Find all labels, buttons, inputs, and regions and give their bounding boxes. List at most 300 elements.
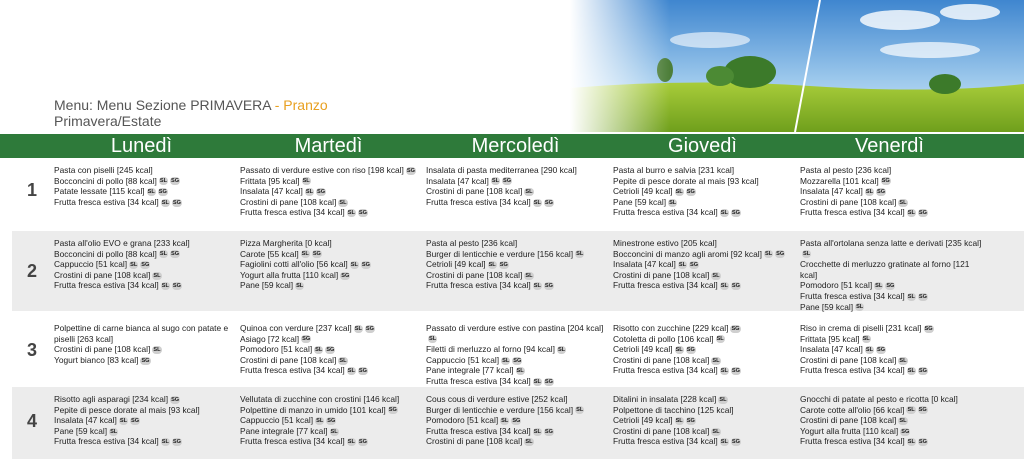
dish-item [426,259,608,270]
dish-item [613,365,795,376]
season-label: Primavera/Estate [54,113,162,129]
lactose-free-badge: SL [330,428,338,435]
dish-label: Frutta fresca estiva [34 kcal] [800,365,905,376]
dish-item [240,355,422,366]
gluten-free-badge: SG [141,261,150,268]
lactose-free-badge: SL [501,417,509,424]
dish-item [54,176,236,187]
lactose-free-badge: SL [862,336,870,343]
lactose-free-badge: SL [350,261,358,268]
dish-item [426,323,608,344]
gluten-free-badge: SG [686,417,695,424]
dish-item [54,165,236,176]
lactose-free-badge: SL [347,210,355,217]
dish-label: Pizza Margherita [0 kcal] [240,238,332,248]
gluten-free-badge: SG [172,283,181,290]
dish-label: Crostini di pane [108 kcal] [613,269,710,280]
lactose-free-badge: SL [719,396,727,403]
dish-item [800,334,982,345]
lactose-free-badge: SL [678,261,687,268]
dish-label: Frutta fresca estiva [34 kcal] [800,436,905,447]
day-menu-tuesday [240,238,422,291]
dish-label: Yogurt alla frutta [110 kcal] [800,425,899,436]
lactose-free-badge: SL [907,293,915,300]
dish-item [240,186,422,197]
dish-item [426,249,608,260]
day-menu-thursday [613,165,795,218]
dish-item [800,259,982,280]
gluten-free-badge: SG [326,346,335,353]
dish-item [426,165,608,176]
lactose-free-badge: SL [339,357,347,364]
lactose-free-badge: SL [525,439,533,446]
gluten-free-badge: SG [327,417,336,424]
lactose-free-badge: SL [525,188,533,195]
gluten-free-badge: SG [731,210,740,217]
gluten-free-badge: SG [172,439,181,446]
dish-label: Frutta fresca estiva [34 kcal] [54,436,159,447]
dish-item [54,355,236,366]
dish-item [426,436,608,447]
dish-item [800,426,982,437]
lactose-free-badge: SL [316,417,324,424]
dish-item [240,249,422,260]
dish-item [613,176,795,187]
day-menu-friday [800,394,982,447]
dish-label: Pasta con piselli [245 kcal] [54,165,153,175]
gluten-free-badge: SG [388,407,397,414]
dish-label: Insalata [47 kcal] [426,175,489,186]
gluten-free-badge: SG [686,188,695,195]
dish-label: Minestrone estivo [205 kcal] [613,238,717,248]
dish-label: Insalata [47 kcal] [613,259,676,270]
dish-label: Bocconcini di manzo agli aromi [92 kcal] [613,248,762,259]
dish-label: Frittata [95 kcal] [240,175,300,186]
dish-item [426,405,608,416]
dish-item [54,323,236,344]
lactose-free-badge: SL [130,261,138,268]
lactose-free-badge: SL [803,251,811,258]
lactose-free-badge: SL [675,188,683,195]
meal-label: Pranzo [283,97,328,113]
lactose-free-badge: SL [865,346,874,353]
dish-label: Pasta al pesto [236 kcal] [426,238,518,248]
dish-label: Risotto agli asparagi [234 kcal] [54,394,169,404]
lactose-free-badge: SL [675,346,683,353]
dish-label: Frutta fresca estiva [34 kcal] [800,207,905,218]
dish-item [613,415,795,426]
week-number-spacer [0,134,48,158]
dish-item [54,197,236,208]
day-header-friday: Venerdì [855,135,924,157]
dish-label: Cous cous di verdure estive [252 kcal] [426,394,568,404]
lactose-free-badge: SL [153,272,161,279]
lactose-free-badge: SL [712,272,720,279]
dish-item [800,176,982,187]
day-header-thursday: Giovedì [668,135,737,157]
lactose-free-badge: SL [110,428,118,435]
dish-item [426,197,608,208]
dish-label: Vellutata di zucchine con crostini [146 kcal] [240,394,400,404]
gluten-free-badge: SG [513,357,522,364]
lactose-free-badge: SL [875,283,883,290]
gluten-free-badge: SG [131,417,140,424]
lactose-free-badge: SL [533,199,541,206]
day-menu-thursday [613,394,795,447]
dish-label: Frutta fresca estiva [34 kcal] [54,280,159,291]
day-menu-monday [54,238,236,291]
gluten-free-badge: SG [731,368,740,375]
lactose-free-badge: SL [720,210,728,217]
dish-label: Pepite di pesce dorate al mais [93 kcal] [613,175,759,186]
gluten-free-badge: SG [918,293,927,300]
lactose-free-badge: SL [576,251,584,258]
gluten-free-badge: SG [690,261,699,268]
dish-item [54,415,236,426]
dish-item [613,355,795,366]
dish-label: Fagiolini cotti all'olio [56 kcal] [240,259,348,270]
day-menu-wednesday [426,394,608,447]
dish-item [800,365,982,376]
dish-item [613,165,795,176]
gluten-free-badge: SG [158,188,167,195]
page-header [0,0,1024,132]
gluten-free-badge: SG [544,378,553,385]
dish-label: Cetrioli [49 kcal] [426,259,486,270]
lactose-free-badge: SL [720,368,728,375]
dish-label: Crostini di pane [108 kcal] [613,354,710,365]
dish-label: Frutta fresca estiva [34 kcal] [426,280,531,291]
day-header-tuesday: Martedì [294,135,363,157]
dish-label: Cappuccio [51 kcal] [240,415,314,426]
dish-label: Yogurt alla frutta [110 kcal] [240,269,339,280]
dish-item [800,165,982,176]
dish-label: Crostini di pane [108 kcal] [426,269,523,280]
dish-label: Yogurt bianco [83 kcal] [54,354,139,365]
dish-item [54,394,236,405]
dish-item [240,165,422,176]
day-header-monday: Lunedì [110,135,173,157]
dish-item [426,365,608,376]
dish-label: Polpettone di tacchino [125 kcal] [613,404,734,415]
dish-label: Mozzarella [101 kcal] [800,175,879,186]
dish-label: Crostini di pane [108 kcal] [613,425,710,436]
dish-label: Carote cotte all'olio [66 kcal] [800,404,905,415]
lactose-free-badge: SL [533,428,541,435]
dish-label: Frutta fresca estiva [34 kcal] [240,365,345,376]
gluten-free-badge: SG [918,407,927,414]
dish-item [800,344,982,355]
dish-label: Pomodoro [51 kcal] [426,415,499,426]
lactose-free-badge: SL [675,417,683,424]
day-menu-monday [54,323,236,365]
dish-label: Crostini di pane [108 kcal] [800,196,897,207]
dish-item [240,270,422,281]
dish-item [54,249,236,260]
dish-label: Frutta fresca estiva [34 kcal] [240,207,345,218]
dish-item [240,405,422,416]
dish-label: Cotoletta di pollo [106 kcal] [613,333,714,344]
dish-label: Cetrioli [49 kcal] [613,415,673,426]
dish-label: Quinoa con verdure [237 kcal] [240,323,352,333]
lactose-free-badge: SL [153,346,161,353]
dish-item [54,405,236,416]
lactose-free-badge: SL [301,251,309,258]
week-row [12,387,1024,459]
dish-item [240,176,422,187]
lactose-free-badge: SL [533,378,541,385]
dish-label: Cappuccio [51 kcal] [54,259,128,270]
lactose-free-badge: SL [907,210,915,217]
dish-label: Asiago [72 kcal] [240,333,300,344]
dish-item [613,405,795,416]
dish-label: Pane [59 kcal] [613,196,667,207]
dish-label: Pane [59 kcal] [54,425,108,436]
dish-label: Frutta fresca estiva [34 kcal] [240,436,345,447]
lactose-free-badge: SL [347,368,355,375]
lactose-free-badge: SL [720,283,728,290]
dish-item [426,238,608,249]
lactose-free-badge: SL [296,283,304,290]
lactose-free-badge: SL [712,428,720,435]
day-menu-monday [54,394,236,447]
dish-item [240,436,422,447]
dish-item [54,259,236,270]
gluten-free-badge: SG [776,251,785,258]
dish-label: Frutta fresca estiva [34 kcal] [426,196,531,207]
dish-label: Riso in crema di piselli [231 kcal] [800,323,922,333]
week-number: 2 [26,261,37,281]
dish-item [613,259,795,270]
day-menu-friday [800,323,982,376]
dish-item [426,280,608,291]
dish-item [426,376,608,387]
dish-label: Passato di verdure estive con riso [198 kcal] [240,165,404,175]
gluten-free-badge: SG [312,251,321,258]
lactose-free-badge: SL [339,199,347,206]
day-menu-friday [800,165,982,218]
dish-item [800,186,982,197]
dish-item [613,426,795,437]
dish-item [800,394,982,405]
gluten-free-badge: SG [877,346,886,353]
dish-item [613,334,795,345]
gluten-free-badge: SG [317,188,326,195]
dish-item [800,207,982,218]
dish-label: Frutta fresca estiva [34 kcal] [54,196,159,207]
dish-item [240,426,422,437]
dish-item [613,238,795,249]
dish-label: Pane [59 kcal] [240,280,294,291]
week-number: 4 [26,411,37,431]
menu-title [54,97,328,113]
dish-label: Frutta fresca estiva [34 kcal] [613,207,718,218]
dish-label: Insalata [47 kcal] [240,186,303,197]
dish-item [240,238,422,249]
lactose-free-badge: SL [315,346,323,353]
dish-item [613,323,795,334]
lactose-free-badge: SL [907,368,915,375]
dish-label: Crostini di pane [108 kcal] [240,196,337,207]
gluten-free-badge: SG [358,439,367,446]
lactose-free-badge: SL [865,188,874,195]
spring-meadow-banner [570,0,1024,132]
dish-item [800,323,982,334]
dish-label: Frutta fresca estiva [34 kcal] [426,425,531,436]
lactose-free-badge: SL [491,178,500,185]
gluten-free-badge: SG [901,428,910,435]
lactose-free-badge: SL [159,251,168,258]
lactose-free-badge: SL [720,439,728,446]
gluten-free-badge: SG [881,178,890,185]
dish-label: Polpettine di manzo in umido [101 kcal] [240,404,386,415]
dish-label: Crostini di pane [108 kcal] [426,186,523,197]
dish-label: Filetti di merluzzo al forno [94 kcal] [426,344,555,355]
gluten-free-badge: SG [877,188,886,195]
week-number: 3 [26,340,37,360]
dish-label: Pane integrale [77 kcal] [426,365,514,376]
dish-label: Insalata [47 kcal] [800,186,863,197]
lactose-free-badge: SL [712,357,720,364]
dish-label: Frittata [95 kcal] [800,333,860,344]
lactose-free-badge: SL [899,199,907,206]
lactose-free-badge: SL [161,439,169,446]
dish-item [800,436,982,447]
dish-label: Insalata di pasta mediterranea [290 kcal] [426,165,577,175]
dish-label: Cappuccio [51 kcal] [426,354,500,365]
lactose-free-badge: SL [525,272,533,279]
gluten-free-badge: SG [171,251,180,258]
lactose-free-badge: SL [669,199,677,206]
gluten-free-badge: SG [499,261,508,268]
gluten-free-badge: SG [918,439,927,446]
dish-item [613,394,795,405]
dish-item [54,270,236,281]
dish-label: Insalata [47 kcal] [54,415,117,426]
dish-label: Crostini di pane [108 kcal] [240,354,337,365]
gluten-free-badge: SG [512,417,521,424]
dish-item [54,186,236,197]
dish-item [426,426,608,437]
dish-item [426,394,608,405]
dish-item [800,415,982,426]
lactose-free-badge: SL [899,357,907,364]
gluten-free-badge: SG [544,199,553,206]
gluten-free-badge: SG [503,178,512,185]
dish-item [613,436,795,447]
day-menu-thursday [613,238,795,291]
gluten-free-badge: SG [886,283,895,290]
dish-label: Carote [55 kcal] [240,248,299,259]
dish-label: Frutta fresca estiva [34 kcal] [613,436,718,447]
dish-item [240,415,422,426]
day-header-bar [0,134,1024,158]
dish-label: Crostini di pane [108 kcal] [800,354,897,365]
dish-label: Frutta fresca estiva [34 kcal] [613,365,718,376]
dish-label: Frutta fresca estiva [34 kcal] [613,280,718,291]
dish-item [800,280,982,291]
menu-title-prefix: Menu: Menu Sezione PRIMAVERA [54,97,271,113]
lactose-free-badge: SL [147,188,155,195]
lactose-free-badge: SL [576,407,584,414]
week-row [12,231,1024,311]
week-number: 1 [26,180,37,200]
dish-label: Burger di lenticchie e verdure [156 kcal] [426,248,574,259]
dish-label: Patate lessate [115 kcal] [54,186,145,197]
day-menu-tuesday [240,165,422,218]
gluten-free-badge: SG [731,439,740,446]
dish-label: Cetrioli [49 kcal] [613,186,673,197]
dish-label: Pasta al pesto [236 kcal] [800,165,892,175]
lactose-free-badge: SL [488,261,496,268]
dish-label: Gnocchi di patate al pesto e ricotta [0 kcal] [800,394,958,404]
dish-label: Burger di lenticchie e verdure [156 kcal] [426,404,574,415]
gluten-free-badge: SG [358,210,367,217]
dish-item [426,355,608,366]
gluten-free-badge: SG [361,261,370,268]
day-menu-thursday [613,323,795,376]
lactose-free-badge: SL [161,199,169,206]
lactose-free-badge: SL [716,336,724,343]
lactose-free-badge: SL [429,336,437,343]
dish-label: Crostini di pane [108 kcal] [54,269,151,280]
gluten-free-badge: SG [172,199,181,206]
gluten-free-badge: SG [686,346,695,353]
dish-item [426,344,608,355]
day-menu-friday [800,238,982,312]
dish-label: Ditalini in insalata [228 kcal] [613,394,717,404]
dish-label: Pasta all'ortolana senza latte e derivati [235 kcal] [800,238,982,248]
dish-label: Frutta fresca estiva [34 kcal] [800,290,905,301]
dish-label: Passato di verdure estive con pastina [204 kcal] [426,323,604,333]
dish-item [800,238,982,259]
lactose-free-badge: SL [502,357,510,364]
lactose-free-badge: SL [516,368,524,375]
dish-label: Bocconcini di pollo [88 kcal] [54,175,157,186]
dish-item [54,280,236,291]
dish-label: Insalata [47 kcal] [800,344,863,355]
dish-label: Pasta all'olio EVO e grana [233 kcal] [54,238,190,248]
dish-label: Pomodoro [51 kcal] [240,344,313,355]
lactose-free-badge: SL [856,304,864,311]
dish-item [240,334,422,345]
dish-item [54,436,236,447]
dish-item [240,280,422,291]
dish-item [240,197,422,208]
day-header-wednesday: Mercoledì [471,135,560,157]
gluten-free-badge: SG [302,336,311,343]
dish-item [54,426,236,437]
dish-item [800,291,982,302]
dish-label: Frutta fresca estiva [34 kcal] [426,375,531,386]
gluten-free-badge: SG [171,396,180,403]
lactose-free-badge: SL [347,439,355,446]
dish-item [613,249,795,260]
day-menu-tuesday [240,394,422,447]
dish-item [800,405,982,416]
dish-item [613,270,795,281]
lactose-free-badge: SL [899,417,907,424]
dish-item [426,270,608,281]
dish-item [613,344,795,355]
dish-item [800,197,982,208]
day-menu-wednesday [426,323,608,387]
dish-item [613,207,795,218]
dish-item [800,302,982,313]
lactose-free-badge: SL [557,346,566,353]
gluten-free-badge: SG [918,210,927,217]
dish-label: Pomodoro [51 kcal] [800,280,873,291]
